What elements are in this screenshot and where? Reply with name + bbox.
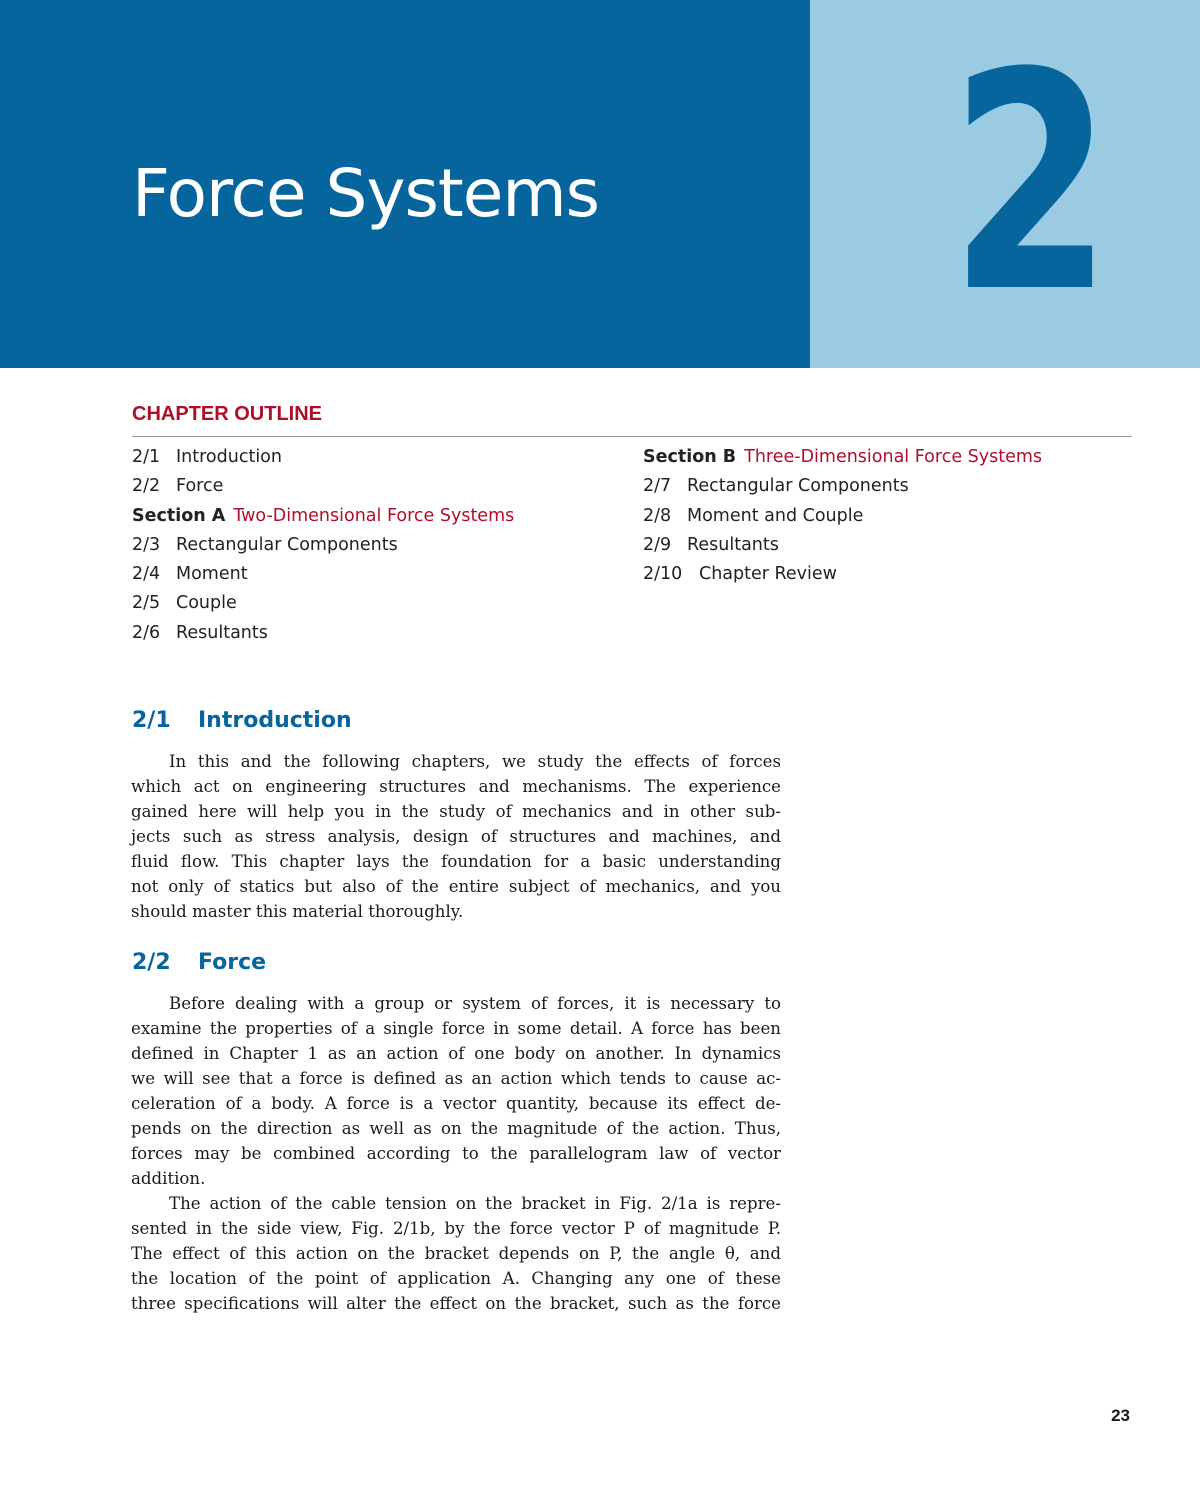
text-line: jects such as stress analysis, design of structures and machines, and bbox=[131, 827, 781, 846]
outline-item-number: 2/8 bbox=[643, 505, 672, 526]
outline-item-label: Force bbox=[176, 476, 224, 497]
section-label: Section A bbox=[132, 505, 226, 526]
text-line: we will see that a force is defined as an action which tends to cause ac- bbox=[131, 1069, 781, 1088]
force-paragraph-2 bbox=[131, 1191, 781, 1316]
section-name: Three-Dimensional Force Systems bbox=[744, 447, 1043, 467]
text-line: fluid flow. This chapter lays the foundation for a basic understanding bbox=[131, 852, 781, 871]
outline-item[interactable] bbox=[132, 619, 514, 648]
section-heading-force bbox=[132, 949, 266, 977]
text-line: the location of the point of application A. Changing any one of these bbox=[131, 1269, 781, 1288]
outline-item-number: 2/6 bbox=[132, 622, 161, 643]
text-line: addition. bbox=[131, 1169, 206, 1188]
outline-item-number: 2/3 bbox=[132, 534, 161, 555]
text-line: celeration of a body. A force is a vector quantity, because its effect de- bbox=[131, 1094, 781, 1113]
outline-item[interactable] bbox=[132, 589, 514, 618]
outline-section-a[interactable] bbox=[132, 502, 514, 531]
outline-section-b[interactable] bbox=[643, 443, 1042, 472]
outline-item-label: Resultants bbox=[687, 534, 779, 555]
outline-item[interactable] bbox=[643, 472, 1042, 501]
outline-item-label: Rectangular Components bbox=[176, 534, 398, 555]
outline-item-label: Moment bbox=[176, 564, 248, 585]
text-line: sented in the side view, Fig. 2/1b, by the force vector P of magnitude P. bbox=[131, 1219, 781, 1238]
text-line: In this and the following chapters, we study the effects of forces bbox=[169, 752, 781, 771]
outline-item-label: Rectangular Components bbox=[687, 476, 909, 497]
section-label: Section B bbox=[643, 447, 737, 467]
outline-divider bbox=[132, 436, 1132, 437]
outline-item[interactable] bbox=[643, 531, 1042, 560]
force-paragraph-1 bbox=[131, 991, 781, 1191]
section-name: Two-Dimensional Force Systems bbox=[233, 505, 515, 526]
outline-item[interactable] bbox=[132, 443, 514, 472]
section-number: 2/1 bbox=[132, 708, 171, 733]
chapter-number: 2 bbox=[949, 9, 1113, 358]
outline-item[interactable] bbox=[643, 502, 1042, 531]
outline-item-number: 2/5 bbox=[132, 593, 161, 614]
outline-item-label: Resultants bbox=[176, 622, 268, 643]
chapter-title: Force Systems bbox=[132, 155, 600, 232]
outline-item-number: 2/10 bbox=[643, 564, 683, 585]
section-heading-introduction bbox=[132, 707, 352, 735]
outline-item-number: 2/7 bbox=[643, 476, 672, 497]
outline-heading: CHAPTER OUTLINE bbox=[132, 403, 322, 425]
outline-item-number: 2/1 bbox=[132, 447, 161, 467]
outline-item-number: 2/4 bbox=[132, 564, 161, 585]
text-line: not only of statics but also of the entire subject of mechanics, and you bbox=[131, 877, 781, 896]
outline-item-label: Couple bbox=[176, 593, 237, 614]
outline-item-label: Chapter Review bbox=[699, 564, 837, 585]
text-line: examine the properties of a single force in some detail. A force has been bbox=[131, 1019, 781, 1038]
text-line: forces may be combined according to the parallelogram law of vector bbox=[131, 1144, 781, 1163]
text-line: Before dealing with a group or system of forces, it is necessary to bbox=[169, 994, 781, 1013]
text-line: which act on engineering structures and mechanisms. The experience bbox=[131, 777, 781, 796]
outline-item-number: 2/2 bbox=[132, 476, 161, 497]
outline-item[interactable] bbox=[132, 560, 514, 589]
outline-column-right bbox=[643, 443, 1042, 589]
introduction-paragraph bbox=[131, 749, 781, 924]
text-line: The effect of this action on the bracket depends on P, the angle θ, and bbox=[131, 1244, 781, 1263]
text-line: three specifications will alter the effect on the bracket, such as the force bbox=[131, 1294, 781, 1313]
outline-item-label: Moment and Couple bbox=[687, 505, 864, 526]
outline-item[interactable] bbox=[132, 531, 514, 560]
outline-item-number: 2/9 bbox=[643, 534, 672, 555]
text-line: defined in Chapter 1 as an action of one body on another. In dynamics bbox=[131, 1044, 781, 1063]
outline-item[interactable] bbox=[643, 560, 1042, 589]
text-line: gained here will help you in the study of mechanics and in other sub- bbox=[131, 802, 781, 821]
section-title: Force bbox=[198, 950, 267, 975]
section-number: 2/2 bbox=[132, 950, 171, 975]
text-line: The action of the cable tension on the bracket in Fig. 2/1a is repre- bbox=[169, 1194, 781, 1213]
text-line: should master this material thoroughly. bbox=[131, 902, 464, 921]
section-title: Introduction bbox=[198, 708, 352, 733]
page-number: 23 bbox=[1111, 1406, 1130, 1425]
outline-column-left bbox=[132, 443, 514, 648]
text-line: pends on the direction as well as on the magnitude of the action. Thus, bbox=[131, 1119, 781, 1138]
outline-item[interactable] bbox=[132, 472, 514, 501]
outline-item-label: Introduction bbox=[176, 447, 282, 467]
